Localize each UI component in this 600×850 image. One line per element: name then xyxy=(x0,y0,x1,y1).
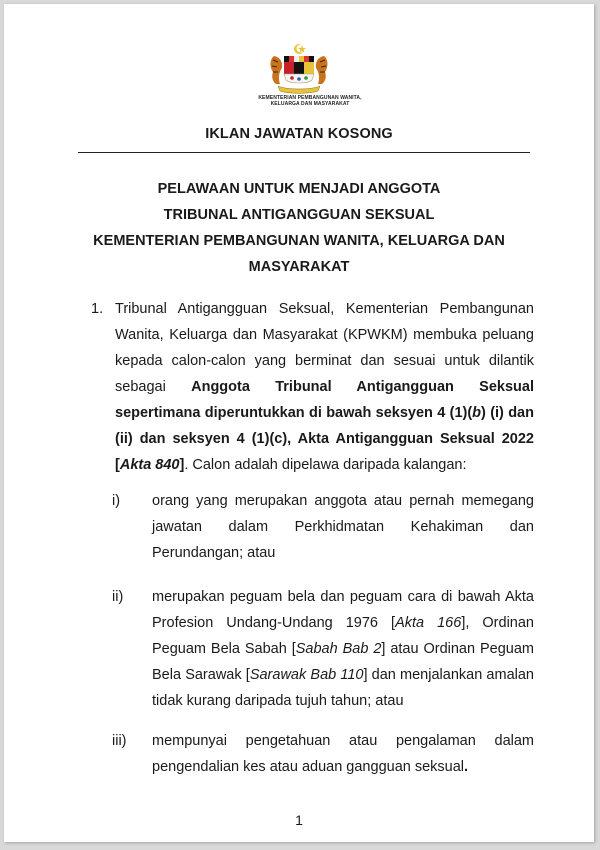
item-text-part: merupakan peguam bela dan peguam cara di bawah Akta Profesion Undang-Undang 1976 [ xyxy=(152,589,534,631)
item-number: ii) xyxy=(112,589,124,605)
bracket-close: ] xyxy=(179,457,185,473)
item-number: i) xyxy=(112,493,121,509)
act-reference: Akta 840 xyxy=(119,457,180,473)
ministry-name-line2: KELUARGA DAN MASYARAKAT xyxy=(270,101,350,107)
criteria-item xyxy=(112,488,534,566)
criteria-item xyxy=(112,584,534,714)
invitation-heading xyxy=(4,176,594,280)
item-text-part: mempunyai pengetahuan atau pengalaman dalam pengendalian kes atau aduan gangguan seksual xyxy=(152,733,534,775)
document-title: IKLAN JAWATAN KOSONG xyxy=(205,126,393,142)
criteria-item xyxy=(112,728,534,780)
paragraph-1 xyxy=(92,296,534,478)
heading-line: PELAWAAN UNTUK MENJADI ANGGOTA xyxy=(157,181,441,197)
item-text xyxy=(152,584,534,714)
ministry-name-line1: KEMENTERIAN PEMBANGUNAN WANITA, xyxy=(258,95,362,101)
item-text: orang yang merupakan anggota atau pernah memegang jawatan dalam Perkhidmatan Kehakiman dan Perundangan; atau xyxy=(152,493,534,561)
item-text-part: ] atau Ordinan Peguam Bela Sarawak [ xyxy=(152,641,534,683)
act-reference: Akta 166 xyxy=(395,615,462,631)
paragraph-outro: . Calon adalah dipelawa daripada kalangan: xyxy=(184,457,467,473)
paragraph-intro: Tribunal Antigangguan Seksual, Kementerian Pembangunan Wanita, Keluarga dan Masyarakat (KPWKM) membuka peluang kepada calon-calon yang berminat dan sesuai untuk dilantik sebagai xyxy=(115,301,534,395)
end-mark: . xyxy=(464,759,469,775)
heading-line: MASYARAKAT xyxy=(248,259,350,275)
position-text: Anggota Tribunal Antigangguan Seksual sepertimana diperuntukkan di bawah seksyen 4 (1)( xyxy=(115,379,534,421)
paragraph-body xyxy=(115,296,534,478)
ministry-name xyxy=(250,95,370,107)
coat-of-arms-icon xyxy=(264,42,334,94)
document-page xyxy=(4,4,594,842)
heading-line: KEMENTERIAN PEMBANGUNAN WANITA, KELUARGA DAN xyxy=(93,233,505,249)
item-text xyxy=(152,728,534,780)
ordinance-reference: Sarawak Bab 110 xyxy=(249,667,364,683)
position-text-cont: ) (i) dan (ii) dan seksyen 4 (1)(c), Akta Antigangguan Seksual 2022 [ xyxy=(115,405,534,473)
logo-area xyxy=(4,42,594,99)
title-divider xyxy=(78,152,530,153)
paragraph-number: 1. xyxy=(91,301,104,317)
item-text-part: ], Ordinan Peguam Bela Sabah [ xyxy=(152,615,534,657)
ordinance-reference: Sabah Bab 2 xyxy=(295,641,382,657)
item-text-part: ] dan menjalankan amalan tidak kurang daripada tujuh tahun; atau xyxy=(152,667,534,709)
page-number: 1 xyxy=(295,812,303,828)
item-number: iii) xyxy=(112,733,127,749)
clause-b: b xyxy=(472,405,482,421)
heading-line: TRIBUNAL ANTIGANGGUAN SEKSUAL xyxy=(163,207,435,223)
